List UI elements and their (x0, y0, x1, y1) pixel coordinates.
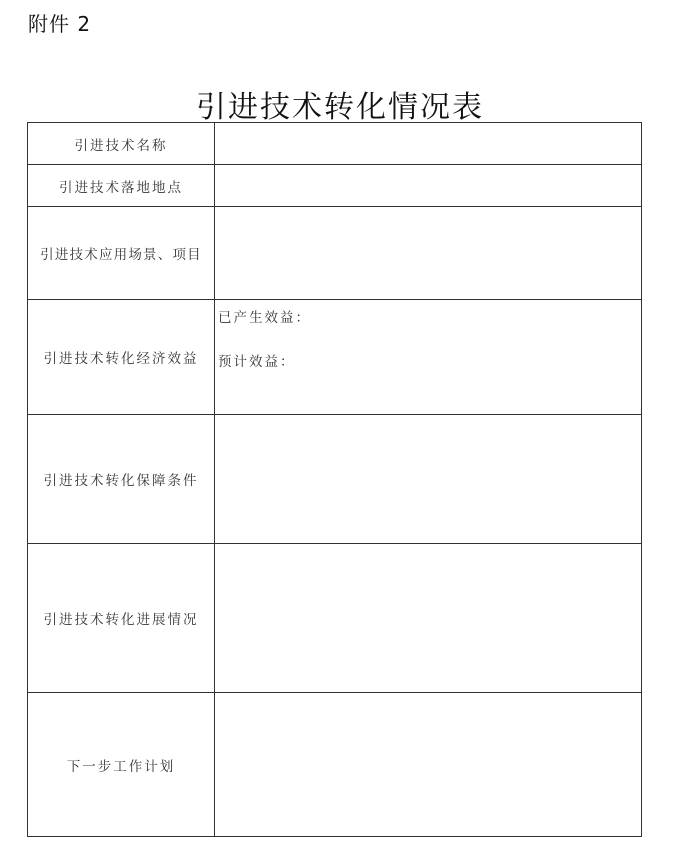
row-label-application-scenario: 引进技术应用场景、项目 (28, 207, 215, 300)
table-row (28, 123, 642, 165)
row-label-guarantee-conditions: 引进技术转化保障条件 (28, 415, 215, 544)
field-economic-benefit[interactable] (215, 300, 642, 415)
row-label-progress: 引进技术转化进展情况 (28, 544, 215, 693)
table-row (28, 300, 642, 415)
page-title: 引进技术转化情况表 (196, 90, 484, 125)
field-progress[interactable] (215, 544, 642, 693)
field-next-plan[interactable] (215, 693, 642, 837)
tech-transfer-form-table (27, 122, 642, 837)
produced-benefit-label: 已产生效益： (218, 310, 311, 326)
table-row (28, 693, 642, 837)
expected-benefit-label: 预计效益： (218, 354, 296, 370)
row-label-economic-benefit: 引进技术转化经济效益 (28, 300, 215, 415)
row-label-landing-location: 引进技术落地地点 (28, 165, 215, 207)
table-row (28, 415, 642, 544)
attachment-label: 附件 2 (28, 12, 92, 36)
field-guarantee-conditions[interactable] (215, 415, 642, 544)
row-label-tech-name: 引进技术名称 (28, 123, 215, 165)
table-row (28, 544, 642, 693)
field-landing-location[interactable] (215, 165, 642, 207)
table-row (28, 207, 642, 300)
row-label-next-plan: 下一步工作计划 (28, 693, 215, 837)
field-tech-name[interactable] (215, 123, 642, 165)
table-row (28, 165, 642, 207)
field-application-scenario[interactable] (215, 207, 642, 300)
